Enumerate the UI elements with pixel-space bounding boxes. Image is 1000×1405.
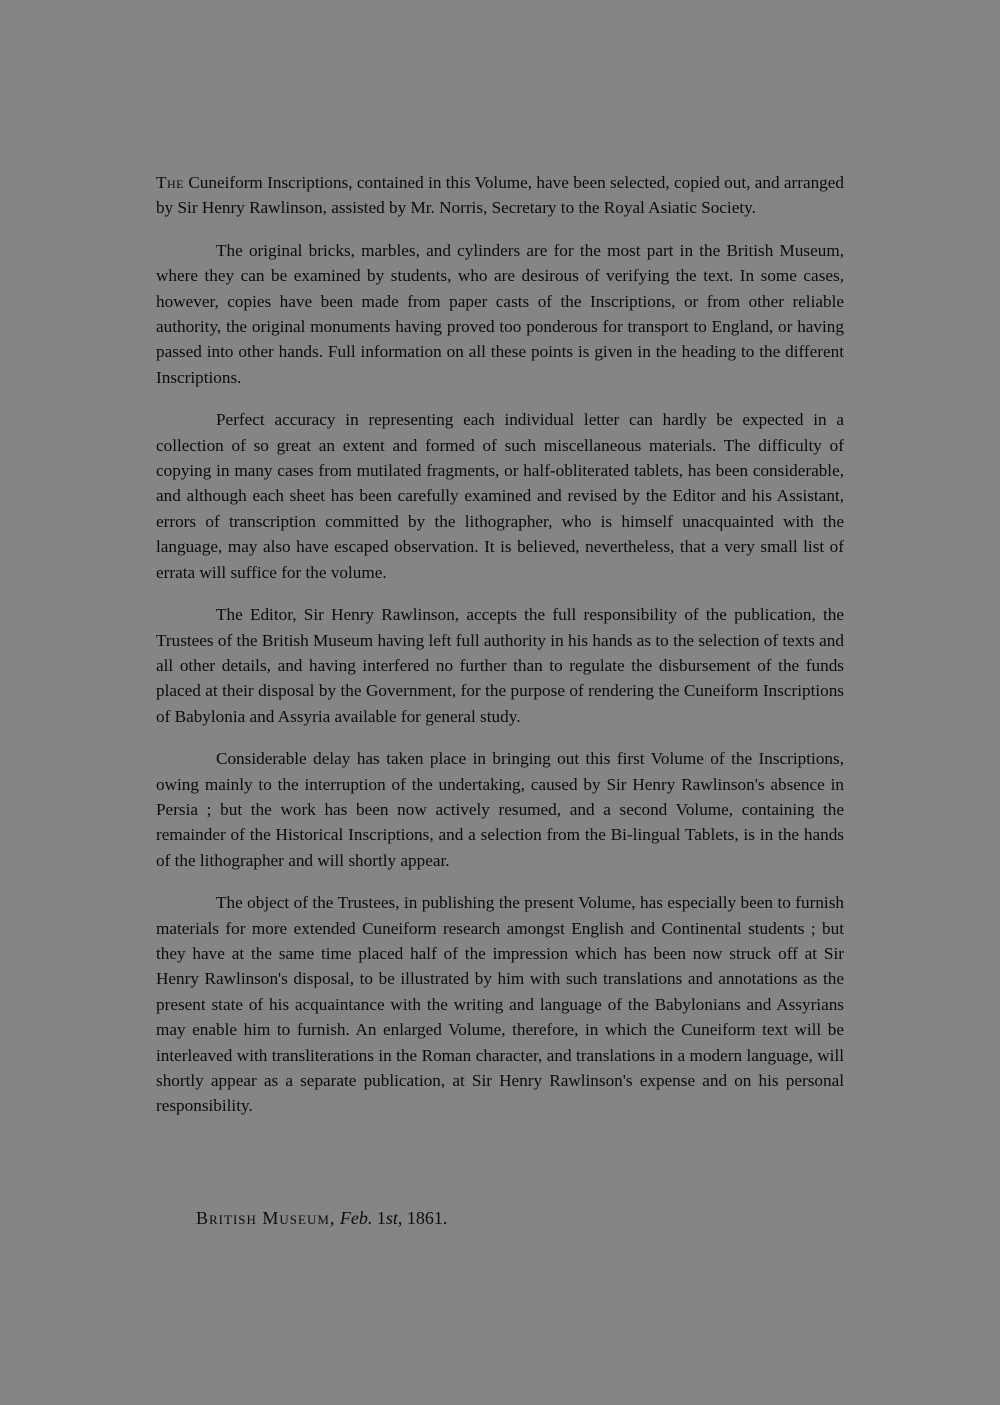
paragraph-6: The object of the Trustees, in publishing the present Volume, has especially been to furnish materials for more extended Cuneiform research amongst English and Continental students ; but they have at the same time placed half of the impression which has been now struck off at Sir Henry Rawlinson's disposal, to be illustrated by him with such translations and annotations as the present state of his acquaintance with the writing and language of the Babylonians and Assyrians may enable him to furnish. An enlarged Volume, therefore, in which the Cuneiform text will be interleaved with transliterations in the Roman character, and translations in a modern language, will shortly appear as a separate publication, at Sir Henry Rawlinson's expense and on his personal responsibility.	[156, 893, 844, 1116]
paragraph-5: Considerable delay has taken place in bringing out this first Volume of the Inscriptions, owing mainly to the interruption of the undertaking, caused by Sir Henry Rawlinson's absence in Persia ; but the work has been now actively resumed, and a second Volume, containing the remainder of the Historical Inscriptions, and a selection from the Bi-lingual Tablets, is in the hands of the lithographer and will shortly appear.	[156, 749, 844, 870]
signature-day: 1	[372, 1208, 386, 1228]
paragraph-2: The original bricks, marbles, and cylinders are for the most part in the British Museum, where they can be examined by students, who are desirous of verifying the text. In some cases, however, copies have been made from paper casts of the Inscriptions, or from other reliable authority, the original monuments having proved too ponderous for transport to England, or having passed into other hands. Full information on all these points is given in the heading to the different Inscriptions.	[156, 240, 844, 387]
paragraph-3: Perfect accuracy in representing each individual letter can hardly be expected in a collection of so great an extent and formed of such miscellaneous materials. The difficulty of copying in many cases from mutilated fragments, or half-obliterated tablets, has been considerable, and although each sheet has been carefully examined and revised by the Editor and his Assistant, errors of transcription committed by the lithographer, who is himself unacquainted with the language, may also have escaped observation. It is believed, nevertheless, that a very small list of errata will suffice for the volume.	[156, 410, 844, 582]
paragraph-4: The Editor, Sir Henry Rawlinson, accepts the full responsibility of the publication, the Trustees of the British Museum having left full authority in his hands as to the selection of texts and all other details, and having interfered no further than to regulate the disbursement of the funds placed at their disposal by the Government, for the purpose of rendering the Cuneiform Inscriptions of Babylonia and Assyria available for general study.	[156, 605, 844, 726]
signature-month: Feb.	[339, 1208, 373, 1228]
signature-day-suffix: st	[385, 1208, 398, 1228]
paragraph-1	[156, 170, 844, 221]
lead-word: The	[156, 173, 184, 192]
signature-year: , 1861.	[397, 1208, 448, 1228]
paragraph-text: Cuneiform Inscriptions, contained in this Volume, have been selected, copied out, and arranged by Sir Henry Rawlinson, assisted by Mr. Norris, Secretary to the Royal Asiatic Society.	[156, 173, 844, 218]
signature-line	[196, 1208, 447, 1229]
document-body	[156, 170, 844, 1136]
signature-place: British Museum,	[196, 1208, 336, 1228]
